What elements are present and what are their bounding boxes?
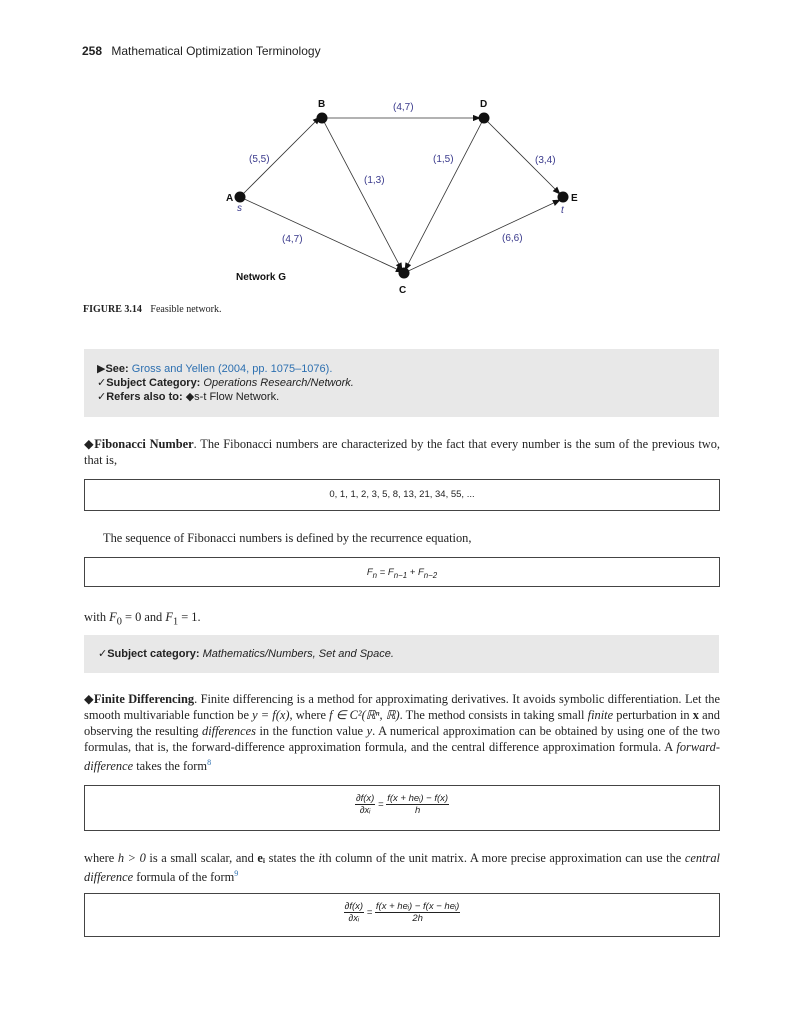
refers-label: Refers also to: [106,391,183,403]
eq-lhs: F [366,567,373,578]
edge-label-DE: (3,4) [535,155,556,166]
check-icon: ✓ [98,648,108,660]
where-text-4: th column of the unit matrix. A more precise approximation can use the [321,851,685,865]
forward-difference-box [84,785,720,831]
see-label: See: [105,363,129,375]
network-label: Network G [236,272,287,283]
running-title: Mathematical Optimization Terminology [111,44,321,58]
central-lhs-fraction [344,901,364,924]
central-rhs-den: 2h [412,913,423,924]
footnote-8[interactable]: 8 [207,758,212,767]
figure-caption-text: Feasible network. [150,304,222,315]
edge-CE [404,200,560,273]
subject-line [97,376,354,389]
where-paragraph [84,850,720,885]
subject-text: Operations Research/Network. [203,377,354,389]
fd-forward: forward-difference [84,740,720,774]
fd-text-3: . The method consists in taking small [399,708,588,722]
node-E [558,192,569,203]
edge-label-BD: (4,7) [393,102,414,113]
fd-text-4: perturbation in [613,708,693,722]
node-D [479,113,490,124]
init2-val: = 1. [178,610,201,624]
node-B [317,113,328,124]
where-text-3: states the [265,851,319,865]
footnote-9[interactable]: 9 [234,869,239,878]
fd-y: y [366,724,373,738]
category-line: ✓Subject category: Mathematics/Numbers, Set and Space. [98,648,394,660]
where-text-2: is a small scalar, and [145,851,258,865]
forward-difference-formula: $\frac{\partial f(x)}{\text{∂xᵢ}}$ = $\frac{\text{f(x + heᵢ) − f(x)}}{h}$ [355,793,449,816]
edge-label-AB: (5,5) [249,154,270,165]
source-label: s [237,203,242,214]
eq-t2-sub: n−2 [423,570,438,580]
see-also-box [84,349,719,417]
edge-label-DC: (1,5) [433,154,454,165]
edge-BC [322,118,402,270]
edge-label-AC: (4,7) [282,234,303,245]
edge-label-BC: (1,3) [364,175,385,186]
where-i: i [318,851,322,865]
forward-rhs-num: f(x + heᵢ) − f(x) [387,793,449,804]
init1-val: = 0 and [121,610,166,624]
fd-text-7: . A numerical approximation can be obtained by using one of the two formulas, that is, the forward-difference approximation formula, and the central difference approximation formula. A [84,724,720,754]
fibonacci-intro [84,436,720,468]
diamond-icon: ◆ [185,391,195,403]
see-reference-link[interactable]: Gross and Yellen (2004, pp. 1075–1076). [131,363,333,375]
figure-caption-label: FIGURE 3.14 [83,304,142,315]
diamond-icon: ◆ [84,437,95,451]
fd-space: f ∈ C²(ℝⁿ, ℝ) [329,708,400,722]
initial-conditions [84,609,720,630]
fibonacci-sequence-box [84,479,720,511]
forward-lhs-den: ∂xᵢ [359,805,371,816]
fibonacci-sequence: 0, 1, 1, 2, 3, 5, 8, 13, 21, 34, 55, ... [329,489,475,500]
fibonacci-term: Fibonacci Number [94,437,194,451]
central-rhs-fraction [375,901,460,924]
fd-text-5: and observing the resulting [84,708,720,738]
forward-lhs-fraction [355,793,375,816]
eq-plus: + [407,567,418,578]
fd-text-6: in the function value [255,724,367,738]
finite-diff-paragraph [84,691,720,774]
fd-differences: differences [202,724,256,738]
forward-lhs-num: ∂f(x) [355,793,375,804]
fd-finite: finite [587,708,614,722]
recurrence-equation [85,567,719,580]
init1: F [109,610,117,624]
fd-text-2: , where [289,708,330,722]
forward-rhs-den: h [414,805,421,816]
forward-rhs-fraction [386,793,449,816]
where-text-1: where [84,851,118,865]
init1-sub: 0 [116,616,122,628]
check-icon: ✓ [97,391,107,403]
node-label-A: A [226,193,234,204]
diamond-icon: ◆ [84,692,94,706]
edge-AC [240,197,403,272]
central-lhs-den: ∂xᵢ [348,913,360,924]
check-icon: ✓ [97,377,107,389]
fd-text-1: . Finite differencing is a method for approximating derivatives. It avoids symbolic differentiation. Let the smooth multivariable function be [84,692,721,722]
fibonacci-intro-text: . The Fibonacci numbers are characterized by the fact that every number is the sum of the previous two, that is, [84,437,720,467]
refers-line [97,390,279,403]
node-label-D: D [480,99,488,110]
where-h: h > 0 [117,851,146,865]
node-A [235,192,246,203]
network-figure [0,90,800,300]
play-triangle-icon: ▶ [97,363,106,375]
recurrence-text: The sequence of Fibonacci numbers is defined by the recurrence equation, [103,531,472,545]
eq-t1: F [387,567,394,578]
init2-sub: 1 [172,616,179,628]
with-text: with [84,610,107,624]
central-difference-formula: $\frac{\partial f(x)}{\text{∂xᵢ}}$ = $\frac{\text{f(x + heᵢ) − f(x − heᵢ)}}{2h}$ [344,901,460,924]
node-label-C: C [399,285,407,296]
central-lhs-num: ∂f(x) [344,901,364,912]
category-label: Subject category [107,648,196,660]
figure-caption [83,304,222,315]
where-e: eᵢ [257,851,266,865]
refers-text[interactable]: s-t Flow Network. [194,391,280,403]
category-text: Mathematics/Numbers, Set and Space. [202,648,394,660]
running-header [82,44,321,58]
subject-label: Subject Category: [106,377,201,389]
node-label-E: E [571,193,578,204]
see-line [97,362,332,375]
finite-diff-term: Finite Differencing [93,692,195,706]
where-text-5: formula of the form [133,870,235,885]
page-number: 258 [82,44,103,58]
eq-t1-sub: n−1 [393,570,408,580]
fd-x: x [692,708,699,722]
node-label-B: B [318,99,326,110]
edge-label-CE: (6,6) [502,233,523,244]
where-central: central difference [84,851,720,885]
init2: F [165,610,173,624]
fd-func: y = f(x) [252,708,290,722]
central-rhs-num: f(x + heᵢ) − f(x − heᵢ) [375,901,460,912]
recurrence-equation-box [84,557,720,587]
node-C [399,268,410,279]
subject-category-box [84,635,719,673]
central-difference-box [84,893,720,937]
fd-text-8: takes the form [133,759,208,774]
eq-t2: F [417,567,424,578]
eq-lhs-sub: n [372,570,378,580]
eq-sign: = [377,567,388,578]
edge-DC [405,118,484,270]
sink-label: t [561,205,564,216]
